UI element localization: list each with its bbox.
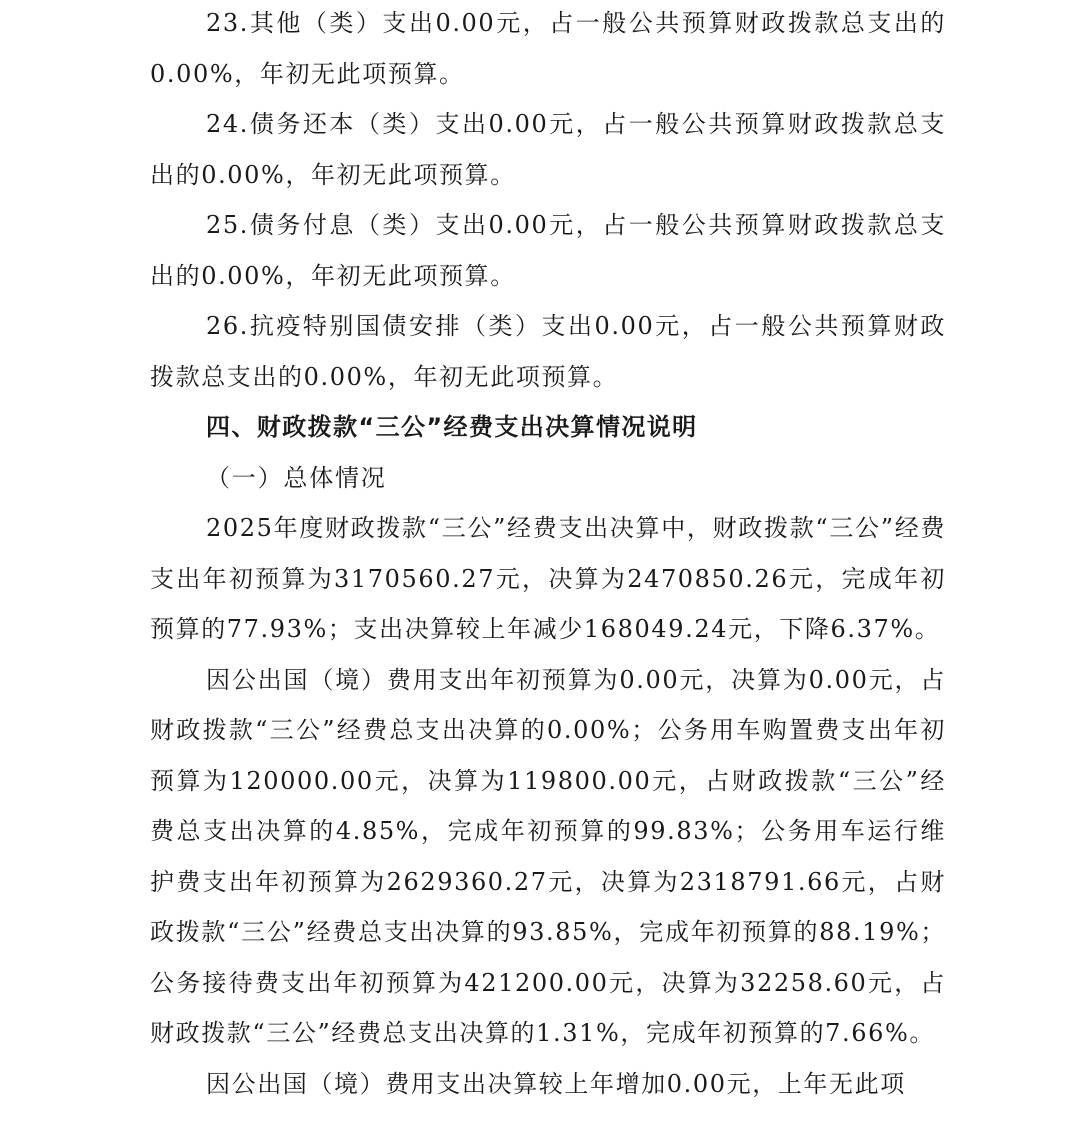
- paragraph-item-26: 26.抗疫特别国债安排（类）支出0.00元，占一般公共预算财政拨款总支出的0.00%，年初无此项预算。: [150, 312, 946, 391]
- paragraph-item-24: 24.债务还本（类）支出0.00元，占一般公共预算财政拨款总支出的0.00%，年初无此项预算。: [150, 110, 946, 189]
- subsection-heading: （一）总体情况: [206, 463, 387, 492]
- paragraph-item-25: 25.债务付息（类）支出0.00元，占一般公共预算财政拨款总支出的0.00%，年初无此项预算。: [150, 211, 946, 290]
- paragraph-partial: 因公出国（境）费用支出决算较上年增加0.00元，上年无此项: [206, 1069, 906, 1098]
- document-page: [150, 0, 946, 1109]
- paragraph-overall: 2025年度财政拨款“三公”经费支出决算中，财政拨款“三公”经费支出年初预算为3170560.27元，决算为2470850.26元，完成年初预算的77.93%；支出决算较上年减少168049.24元，下降6.37%。: [150, 514, 946, 643]
- paragraph-item-23: 23.其他（类）支出0.00元，占一般公共预算财政拨款总支出的0.00%，年初无此项预算。: [150, 9, 946, 88]
- section-heading: 四、财政拨款“三公”经费支出决算情况说明: [206, 413, 698, 441]
- paragraph-breakdown: 因公出国（境）费用支出年初预算为0.00元，决算为0.00元，占财政拨款“三公”经费总支出决算的0.00%；公务用车购置费支出年初预算为120000.00元，决算为119800.00元，占财政拨款“三公”经费总支出决算的4.85%，完成年初预算的99.83%；公务用车运行维护费支出年初预算为2629360.27元，决算为2318791.66元，占财政拨款“三公”经费总支出决算的93.85%，完成年初预算的88.19%；公务接待费支出年初预算为421200.00元，决算为32258.60元，占财政拨款“三公”经费总支出决算的1.31%，完成年初预算的7.66%。: [150, 665, 946, 1047]
